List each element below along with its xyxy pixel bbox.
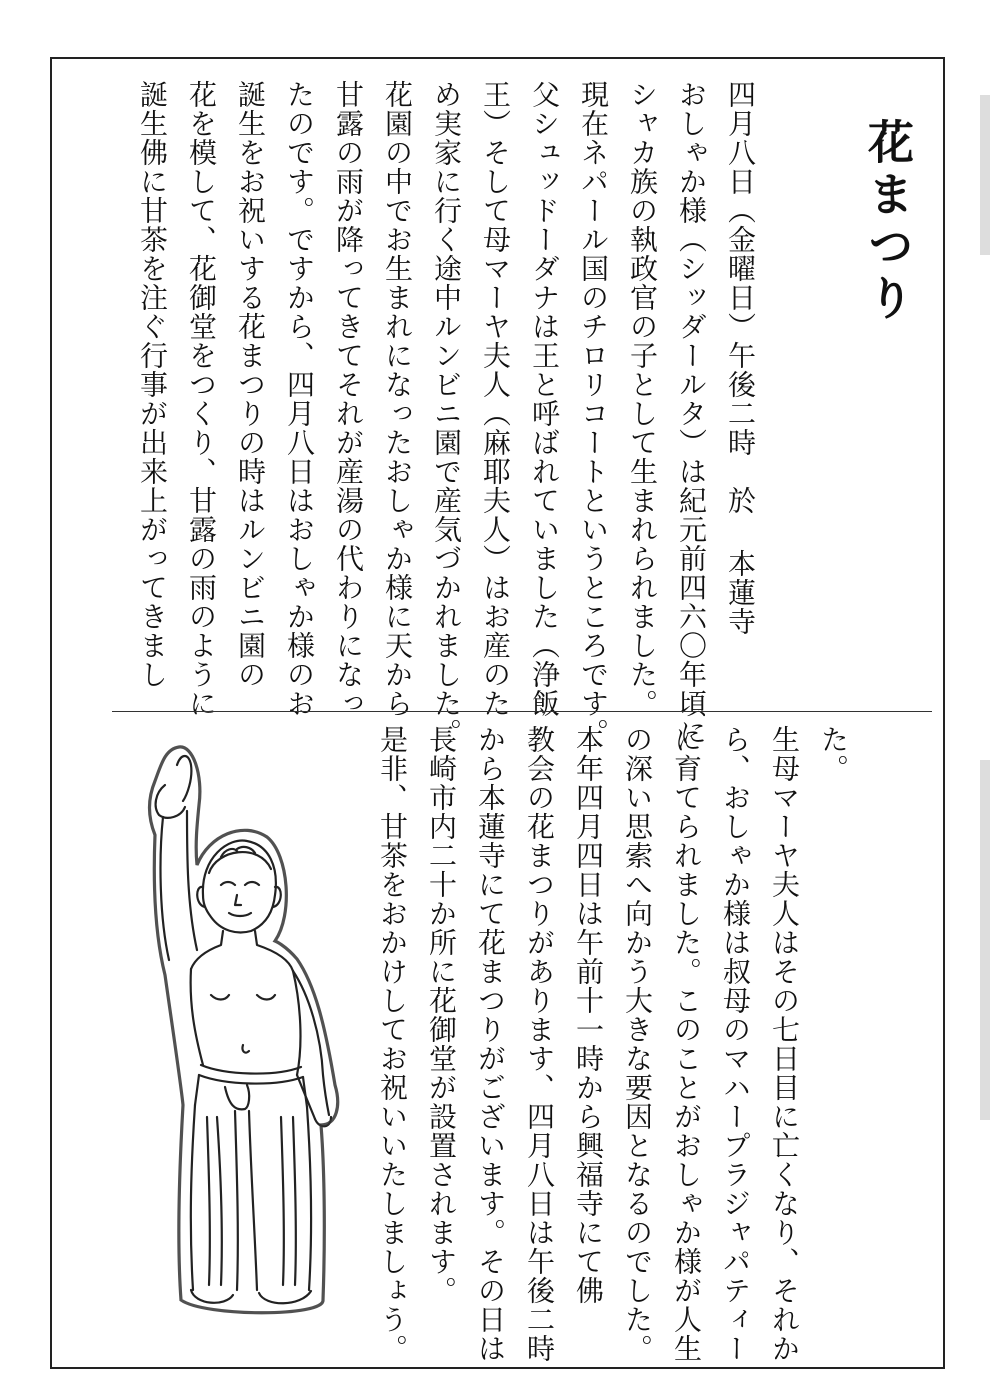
scan-edge-shadow-top [980,95,990,255]
bottom-column: に育てられました。このことがおしゃか様が人生 [670,725,703,1363]
scan-edge-shadow-bottom [980,760,990,1120]
top-column: 誕生をお祝いする花まつりの時はルンビニ園の [234,80,267,689]
top-column: シャカ族の執政官の子として生まれられました。 [626,80,659,718]
bottom-column: 長崎市内二十か所に花御堂が設置されます。 [425,725,458,1305]
bottom-column: た。 [817,725,850,783]
top-column: 四月八日（金曜日）午後二時 於 本蓮寺 [724,80,757,636]
top-column: 父シュッドーダナは王と呼ばれていました（浄飯 [528,80,561,718]
top-column: 花園の中でお生まれになったおしゃか様に天から [381,80,414,718]
top-column: たのです。ですから、四月八日はおしゃか様のお [283,80,316,718]
bottom-column: から本蓮寺にて花まつりがございます。その日は [474,725,507,1363]
bottom-column: ら、おしゃか様は叔母のマハープラジャパティー [719,725,752,1363]
page-title: 花まつり [861,118,915,326]
bottom-column: 生母マーヤ夫人はその七日目に亡くなり、それか [768,725,801,1363]
top-column: おしゃか様（シッダールタ）は紀元前四六〇年頃に [675,80,708,747]
bottom-text-block [368,725,858,1363]
top-column: 誕生佛に甘茶を注ぐ行事が出来上がってきまし [136,80,169,689]
top-text-block [128,80,765,747]
top-column: 王）そして母マーヤ夫人（麻耶夫人）はお産のた [479,80,512,718]
buddha-figure-drawing [125,745,355,1320]
top-column: 甘露の雨が降ってきてそれが産湯の代わりになっ [332,80,365,718]
buddha-illustration [125,745,355,1320]
top-column: 現在ネパール国のチロリコートというところです。 [577,80,610,747]
bottom-column: 教会の花まつりがあります、四月八日は午後二時 [523,725,556,1363]
top-column: め実家に行く途中ルンビニ園で産気づかれました。 [430,80,463,747]
top-column: 花を模して、花御堂をつくり、甘露の雨のように [185,80,218,718]
bottom-column: の深い思索へ向かう大きな要因となるのでした。 [621,725,654,1363]
bottom-column: 本年四月四日は午前十一時から興福寺にて佛 [572,725,605,1305]
bottom-column: 是非、甘茶をおかけしてお祝いいたしましょう。 [376,725,409,1363]
section-divider [112,711,932,712]
